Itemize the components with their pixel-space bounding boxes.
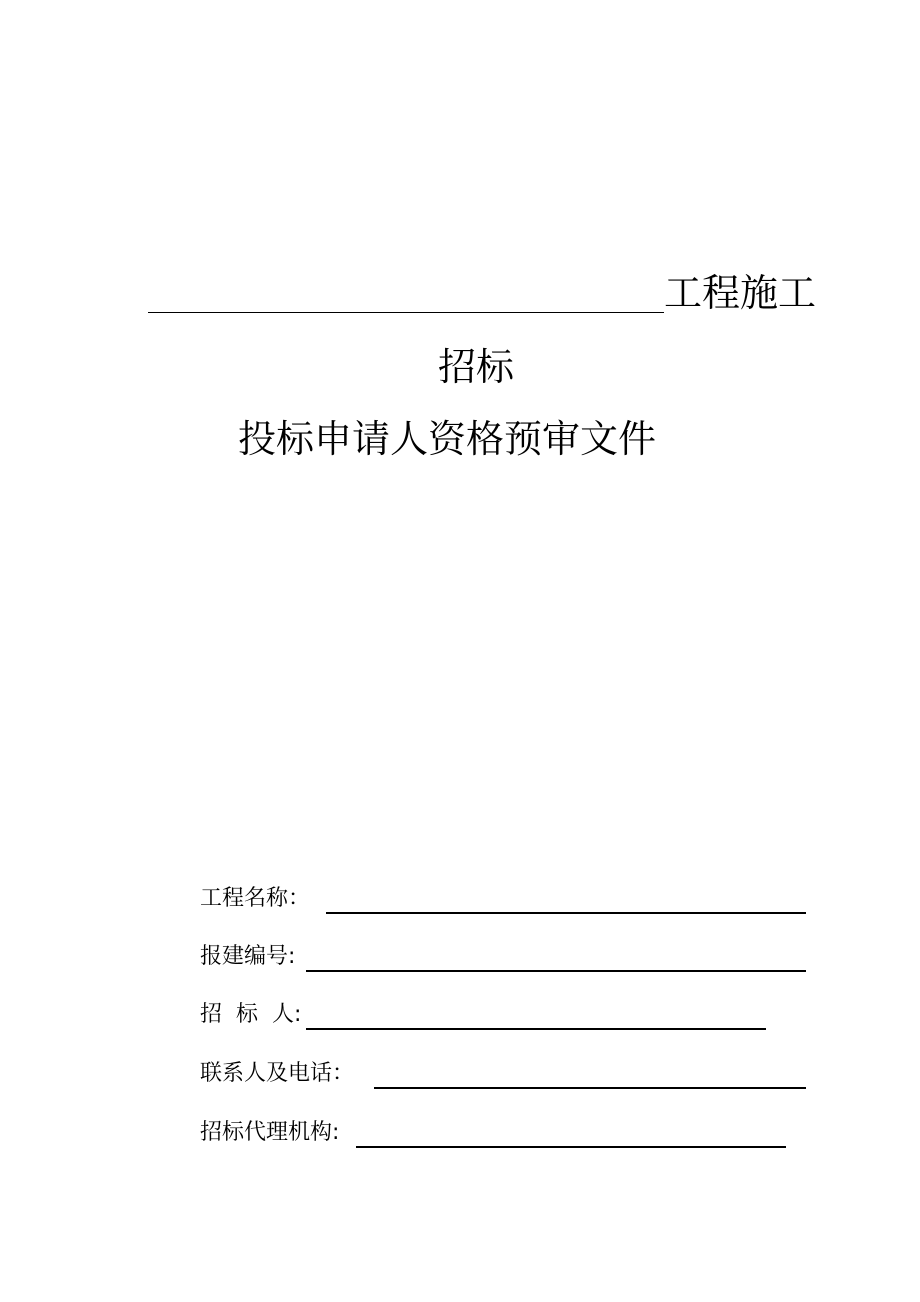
document-title-line-2: 招标 (437, 345, 514, 389)
field-tenderer (200, 998, 766, 1032)
field-line-contact-phone[interactable] (374, 1087, 806, 1089)
field-line-tenderer[interactable] (306, 1028, 766, 1030)
field-label-project-name: 工程名称： (200, 886, 311, 911)
field-registration-number (200, 940, 806, 974)
field-tender-agency (200, 1116, 786, 1150)
field-project-name (200, 882, 806, 916)
field-label-tender-agency: 招标代理机构: (200, 1120, 340, 1145)
field-contact-phone (200, 1057, 806, 1091)
field-label-tenderer: 招 标 人: (200, 1002, 302, 1027)
document-title-line-3: 投标申请人资格预审文件 (238, 417, 657, 461)
field-label-registration-number: 报建编号: (200, 944, 296, 969)
field-label-contact-phone: 联系人及电话： (200, 1061, 355, 1086)
field-line-registration-number[interactable] (306, 970, 806, 972)
project-name-blank-line (148, 312, 664, 313)
document-title-line-1 (148, 268, 838, 318)
field-line-tender-agency[interactable] (356, 1146, 786, 1148)
field-line-project-name[interactable] (326, 912, 806, 914)
title-suffix: 工程施工 (664, 271, 817, 315)
